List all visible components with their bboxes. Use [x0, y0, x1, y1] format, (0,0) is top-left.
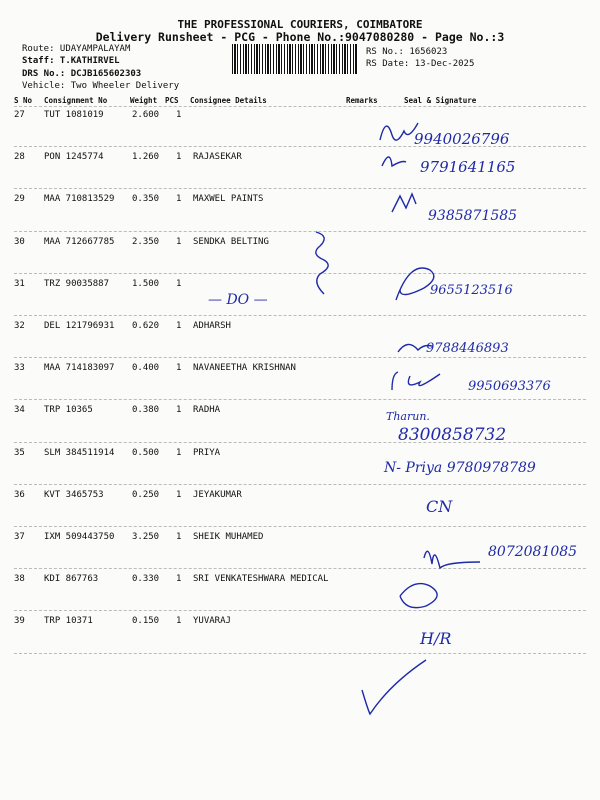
pieces: 1	[176, 363, 182, 374]
phone-row28: 9791641165	[420, 158, 516, 176]
pieces: 1	[176, 532, 182, 542]
phone-row34: 8300858732	[398, 425, 507, 445]
row-divider	[14, 315, 586, 316]
weight: 0.350	[132, 194, 160, 205]
consignee-name: ADHARSH	[193, 321, 231, 331]
pieces: 1	[176, 152, 182, 163]
row-divider	[14, 610, 586, 611]
consignee-name: NAVANEETHA KRISHNAN	[193, 363, 296, 374]
consignee-name: YUVARAJ	[193, 616, 231, 627]
weight: 0.380	[132, 405, 160, 416]
consignment-number: TRP 10371	[44, 616, 93, 627]
phone-row32: 9788446893	[426, 341, 509, 356]
row-divider	[14, 442, 586, 443]
col-consignment: Consignment No	[44, 96, 108, 105]
phone-row31: 9655123516	[430, 283, 513, 298]
consignee-name: PRIYA	[193, 447, 221, 458]
consignment-number: MAA 710813529	[44, 194, 115, 205]
weight: 0.500	[132, 447, 160, 458]
serial-number: 35	[14, 447, 25, 458]
weight: 0.150	[132, 616, 160, 627]
ditto-mark: — DO —	[208, 292, 268, 308]
phone-row29: 9385871585	[428, 208, 518, 224]
phone-row37: 8072081085	[488, 544, 578, 560]
pieces: 1	[176, 110, 182, 120]
consignee-name: JEYAKUMAR	[193, 489, 242, 500]
pieces: 1	[176, 236, 182, 247]
weight: 0.400	[132, 363, 160, 374]
col-remarks: Remarks	[346, 96, 378, 105]
pieces: 1	[176, 194, 182, 205]
pieces: 1	[176, 278, 182, 289]
receiver-row35: N- Priya 9780978789	[384, 460, 536, 476]
row-divider	[14, 273, 586, 274]
pieces: 1	[176, 447, 182, 458]
consignment-number: MAA 712667785	[44, 236, 115, 247]
barcode	[232, 44, 358, 74]
remark-row39: H/R	[420, 629, 452, 648]
serial-number: 37	[14, 532, 25, 542]
serial-number: 31	[14, 278, 25, 289]
col-sno: S No	[14, 96, 33, 105]
weight: 0.330	[132, 574, 160, 585]
consignee-name: SRI VENKATESHWARA MEDICAL	[193, 574, 329, 585]
row-divider	[14, 146, 586, 147]
rs-date: RS Date: 13-Dec-2025	[366, 59, 475, 69]
col-seal-signature: Seal & Signature	[404, 96, 477, 105]
row-divider	[14, 653, 586, 654]
row-divider	[14, 357, 586, 358]
col-pcs: PCS	[165, 96, 179, 105]
pieces: 1	[176, 574, 182, 585]
serial-number: 29	[14, 194, 25, 205]
weight: 0.250	[132, 489, 160, 500]
pieces: 1	[176, 489, 182, 500]
consignment-number: TRP 10365	[44, 405, 93, 416]
serial-number: 32	[14, 321, 25, 331]
weight: 3.250	[132, 532, 160, 542]
serial-number: 27	[14, 110, 25, 120]
row-divider	[14, 526, 586, 527]
consignment-number: TUT 1081019	[44, 110, 104, 120]
col-consignee: Consignee Details	[190, 96, 267, 105]
row-divider	[14, 484, 586, 485]
company-title: THE PROFESSIONAL COURIERS, COIMBATORE	[177, 18, 423, 31]
serial-number: 33	[14, 363, 25, 374]
serial-number: 36	[14, 489, 25, 500]
pieces: 1	[176, 321, 182, 331]
row-divider	[14, 231, 586, 232]
remark-row36: CN	[426, 497, 453, 516]
staff: Staff: T.KATHIRVEL	[22, 56, 120, 66]
serial-number: 28	[14, 152, 25, 163]
route: Route: UDAYAMPALAYAM	[22, 44, 131, 54]
receiver-row34: Tharun.	[386, 410, 430, 423]
serial-number: 39	[14, 616, 25, 627]
consignee-name: SENDKA BELTING	[193, 236, 269, 247]
consignment-number: KVT 3465753	[44, 489, 104, 500]
drs-number: DRS No.: DCJB165602303	[22, 69, 142, 79]
consignment-number: KDI 867763	[44, 574, 99, 585]
consignee-name: SHEIK MUHAMED	[193, 532, 264, 542]
consignee-name: RAJASEKAR	[193, 152, 242, 163]
weight: 2.350	[132, 236, 160, 247]
weight: 1.500	[132, 278, 160, 289]
consignee-name: RADHA	[193, 405, 221, 416]
pieces: 1	[176, 405, 182, 416]
consignment-number: PON 1245774	[44, 152, 104, 163]
serial-number: 38	[14, 574, 25, 585]
consignment-number: DEL 121796931	[44, 321, 115, 331]
weight: 2.600	[132, 110, 160, 120]
consignment-number: IXM 509443750	[44, 532, 115, 542]
weight: 0.620	[132, 321, 160, 331]
runsheet-subtitle: Delivery Runsheet - PCG - Phone No.:9047080280 - Page No.:3	[95, 30, 505, 44]
tick-mark	[362, 660, 426, 714]
phone-row33: 9950693376	[468, 379, 551, 394]
row-divider	[14, 399, 586, 400]
serial-number: 34	[14, 405, 25, 416]
phone-row27: 9940026796	[414, 130, 510, 148]
vehicle: Vehicle: Two Wheeler Delivery	[22, 81, 180, 91]
consignment-number: TRZ 90035887	[44, 278, 110, 289]
rs-number: RS No.: 1656023	[366, 47, 448, 57]
consignment-number: SLM 384511914	[44, 447, 115, 458]
pieces: 1	[176, 616, 182, 627]
weight: 1.260	[132, 152, 160, 163]
consignee-name: MAXWEL PAINTS	[193, 194, 264, 205]
header-divider	[14, 106, 586, 107]
serial-number: 30	[14, 236, 25, 247]
col-weight: Weight	[130, 96, 158, 105]
row-divider	[14, 188, 586, 189]
row-divider	[14, 568, 586, 569]
consignment-number: MAA 714183097	[44, 363, 115, 374]
